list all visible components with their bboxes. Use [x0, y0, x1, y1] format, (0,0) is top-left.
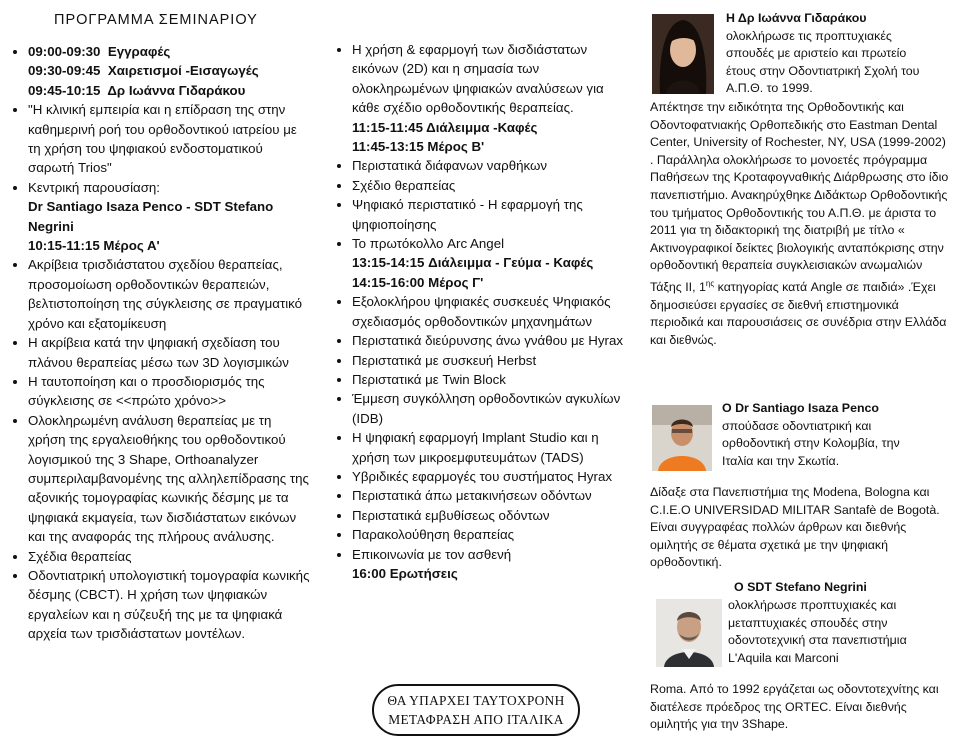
list-item: • Οδοντιατρική υπολογιστική τομογραφία κωνικής δέσμης (CBCT). Η χρήση των ψηφιακών εργαλείων και η σύζευξή της με τα ψηφιακά αρχεία των τρισδιάστατων μοντέλων. — [28, 566, 312, 644]
list-item: • Σχέδιο θεραπείας — [352, 176, 626, 195]
program-list-1 — [12, 42, 312, 644]
list-item: • Επικοινωνία με τον ασθενή 16:00 Ερωτήσεις — [352, 545, 626, 584]
bio2-line: σπούδασε οδοντιατρική και — [722, 418, 872, 433]
program-column-1 — [12, 12, 312, 644]
part-b: 11:45-13:15 Μέρος Β' — [352, 139, 485, 155]
bio1-line: σπουδές με αριστείο και πρωτείο — [726, 46, 907, 61]
break-2: 13:15-14:15 Διάλειμμα - Γεύμα - Καφές — [352, 255, 594, 271]
list-item: • Η χρήση & εφαρμογή των δισδιάστατων εικόνων (2D) και η σημασία των ολοκληρωμένων ψηφιακών αναλύσεων για κάθε σχέδιο ορθοδοντικής θεραπείας. 11:15-11:45 Διάλειμμα -Καφές 11:45-13:15 Μέρος Β' — [352, 40, 626, 156]
part-a: 10:15-11:15 Μέρος Α' — [28, 238, 160, 254]
list-item: • Περιστατικά διάφανων ναρθήκων — [352, 156, 626, 175]
list-item: • Εξολοκλήρου ψηφιακές συσκευές Ψηφιακός σχεδιασμός ορθοδοντικών μηχανημάτων — [352, 292, 626, 331]
list-item: • Ακρίβεια τρισδιάστατου σχεδίου θεραπείας, προσομοίωση ορθοδοντικών θεραπειών, βελτιστοποίηση της σύγκλεισης σε πραγματικό χρόνο και εξατομίκευση — [28, 255, 312, 333]
part-c: 14:15-16:00 Μέρος Γ' — [352, 274, 484, 290]
speaker-photo-isaza-penco — [652, 405, 712, 471]
break-1: 11:15-11:45 Διάλειμμα -Καφές — [352, 119, 538, 135]
speakers: Dr Santiago Isaza Penco - SDT Stefano Negrini — [28, 199, 274, 234]
list-item: • Περιστατικά με Twin Block — [352, 370, 626, 389]
list-item: • Υβριδικές εφαρμογές του συστήματος Hyrax — [352, 467, 626, 486]
list-item: • Ολοκληρωμένη ανάλυση θεραπείας με τη χρήση της εργαλειοθήκης του ορθοδοντικού λογισμικού της 3 Shape, Orthoanalyzer συμπεριλαμβανομένης της αλληλεπίδρασης της αξονικής τομογραφίας κωνικής δέσμης με τα ψηφιακά εκμαγεία, των δισδιάστατων εικόνων και της αναφοράς της πλήρους ανάλυσης. — [28, 411, 312, 547]
bio1-line: ολοκλήρωσε τις προπτυχιακές — [726, 28, 892, 43]
list-item: • Έμμεση συγκόλληση ορθοδοντικών αγκυλίων (IDB) — [352, 389, 626, 428]
bio1-text: Απέκτησε την ειδικότητα της Ορθοδοντικής και Οδοντοφατνιακής Ορθοπεδικής στο Eastman Dental Center, University of Rochester, NY, USA (1999-2002) . Παράλληλα ολοκλήρωσε το μονοετές πρόγραμμα Παθήσεων της Κροταφογναθικής Διάρθρωσης στο ίδιο πανεπιστήμιο. Ανακηρύχθηκε Διδάκτωρ Ορθοδοντικής του τμήματος Ορθοδοντικής του Α.Π.Θ. με άριστα το 2011 για τη διδακτορική της διατριβή με τίτλο « Ακτινογραφικοί δείκτες βιολογικής ανταπόκρισης στην ορθοδοντική θεραπεία συγκλεισιακών ανωμαλιών Τάξης ΙΙ, $1^{\eta\varsigma}$ κατηγορίας κατά Angle σε παιδιά» .Έχει δημοσιεύσει εργασίες σε διεθνή επιστημονικά περιοδικά και παρουσιάσεις σε συνέδρια στην Ελλάδα και διεθνώς. — [650, 100, 949, 347]
bio3-line: οδοντοτεχνική στα πανεπιστήμια — [728, 633, 907, 648]
list-item: • Περιστατικά με συσκευή Herbst — [352, 351, 626, 370]
bio2-line: ορθοδοντική στην Κολομβία, την — [722, 436, 900, 451]
program-list-2 — [336, 40, 626, 583]
list-item: • Η ακρίβεια κατά την ψηφιακή σχεδίαση του πλάνου θεραπείας μέσω των 3D λογισμικών — [28, 333, 312, 372]
page-title: ΠΡΟΓΡΑΜΜΑ ΣΕΜΙΝΑΡΙΟΥ — [54, 12, 258, 28]
talk-title: • "Η κλινική εμπειρία και η επίδραση της στην καθημερινή ροή του ορθοδοντικού ιατρείου με τη χρήση του ψηφιακού ενδοστοματικού σαρωτή Trios" — [28, 100, 312, 178]
bio3-text: Roma. Από το 1992 εργάζεται ως οδοντοτεχνίτης και διατέλεσε πρόεδρος της ORTEC. Είναι διεθνής ομιλητής για την 3Shape. — [650, 682, 939, 732]
list-item: • Περιστατικά άπω μετακινήσεων οδόντων — [352, 486, 626, 505]
list-item: • Παρακολούθηση θεραπείας — [352, 525, 626, 544]
list-item: • Ψηφιακό περιστατικό - Η εφαρμογή της ψηφιοποίησης — [352, 195, 626, 234]
bio3-line: μεταπτυχιακές σπουδές στην — [728, 615, 888, 630]
list-item: • 09:00-09:30 Εγγραφές 09:30-09:45 Χαιρετισμοί -Εισαγωγές 09:45-10:15 Δρ Ιωάννα Γιδαράκου — [28, 42, 312, 100]
list-item: • Το πρωτόκολλο Arc Angel 13:15-14:15 Διάλειμμα - Γεύμα - Καφές 14:15-16:00 Μέρος Γ' — [352, 234, 626, 292]
list-item: • Κεντρική παρουσίαση: Dr Santiago Isaza Penco - SDT Stefano Negrini 10:15-11:15 Μέρος Α' — [28, 178, 312, 256]
list-item: • Η ψηφιακή εφαρμογή Implant Studio και η χρήση των μικροεμφυτευμάτων (TADS) — [352, 428, 626, 467]
speaker-photo-gidarakou — [652, 14, 714, 94]
list-item: • Σχέδια θεραπείας — [28, 547, 312, 566]
translation-notice: ΘΑ ΥΠΑΡΧΕΙ ΤΑΥΤΟΧΡΟΝΗ ΜΕΤΑΦΡΑΣΗ ΑΠΟ ΙΤΑΛΙΚΑ — [372, 684, 580, 736]
bio2-text: Δίδαξε στα Πανεπιστήμια της Modena, Bologna και C.I.E.O UNIVERSIDAD MILITAR Santafè de Bogotà. Είναι συγγραφέας πολλών άρθρων και διεθνής ομιλητής σε θέματα σχετικά με την ψηφιακή ορθοδοντική. — [650, 485, 940, 570]
bio1-name: Η Δρ Ιωάννα Γιδαράκου — [726, 11, 867, 25]
list-item: • Περιστατικά εμβυθίσεως οδόντων — [352, 506, 626, 525]
list-item: • Περιστατικά διεύρυνσης άνω γνάθου με Hyrax — [352, 331, 626, 350]
bio2-line: Ιταλία και την Σκωτία. — [722, 453, 840, 468]
questions: 16:00 Ερωτήσεις — [352, 565, 458, 581]
bio3-name: O SDT Stefano Negrini — [734, 580, 867, 594]
bio3-line: L'Aquila και Marconi — [728, 650, 839, 665]
bio1-line: έτους στην Οδοντιατρική Σχολή του — [726, 63, 920, 78]
program-column-2 — [336, 40, 626, 583]
bio1-line: Α.Π.Θ. το 1999. — [726, 81, 813, 96]
bio3-line: ολοκλήρωσε προπτυχιακές και — [728, 598, 897, 612]
speaker-photo-negrini — [656, 599, 722, 667]
list-item: • Η ταυτοποίηση και ο προσδιορισμός της σύγκλεισης σε <<πρώτο χρόνο>> — [28, 372, 312, 411]
bio2-name: O Dr Santiago Isaza Penco — [722, 401, 879, 415]
